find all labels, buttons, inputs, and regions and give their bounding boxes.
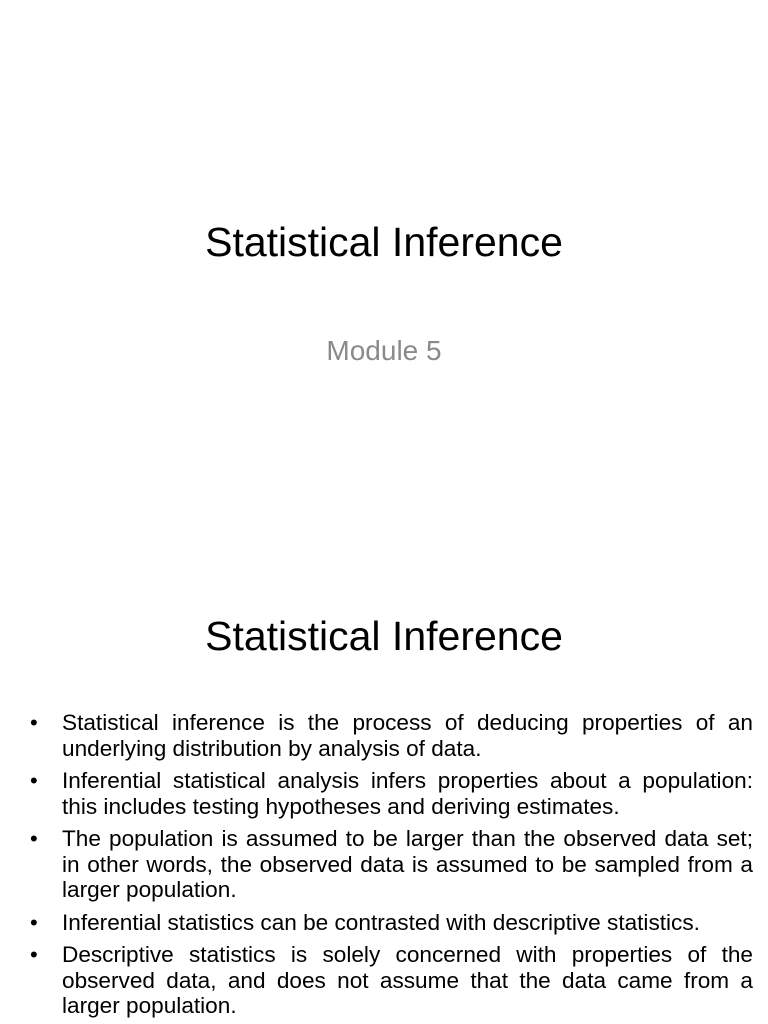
- bullet-item: [30, 710, 753, 761]
- bullet-text: The population is assumed to be larger than the observed data set; in other words, the observed data is assumed to be sampled from a larger population.: [62, 826, 753, 902]
- bullet-text: Descriptive statistics is solely concerned with properties of the observed data, and does not assume that the data came from a larger population.: [62, 942, 753, 1018]
- bullet-item: [30, 768, 753, 819]
- bullet-text: Inferential statistics can be contrasted with descriptive statistics.: [62, 909, 700, 935]
- bullet-icon: •: [30, 710, 38, 735]
- bullet-item: [30, 942, 753, 1019]
- bullet-text: Statistical inference is the process of deducing properties of an underlying distribution by analysis of data.: [62, 710, 753, 761]
- bullet-item: [30, 910, 753, 936]
- content-slide: [0, 576, 768, 1024]
- bullet-text: Inferential statistical analysis infers properties about a population: this includes testing hypotheses and deriving estimates.: [62, 768, 753, 819]
- slide-title: Statistical Inference: [205, 613, 563, 659]
- bullet-item: [30, 826, 753, 903]
- bullet-list: [30, 710, 753, 1024]
- bullet-icon: •: [30, 768, 38, 793]
- bullet-icon: •: [30, 826, 38, 851]
- slide-title: Statistical Inference: [205, 219, 563, 265]
- bullet-icon: •: [30, 909, 38, 935]
- bullet-icon: •: [30, 942, 38, 967]
- slide-subtitle: Module 5: [326, 335, 442, 366]
